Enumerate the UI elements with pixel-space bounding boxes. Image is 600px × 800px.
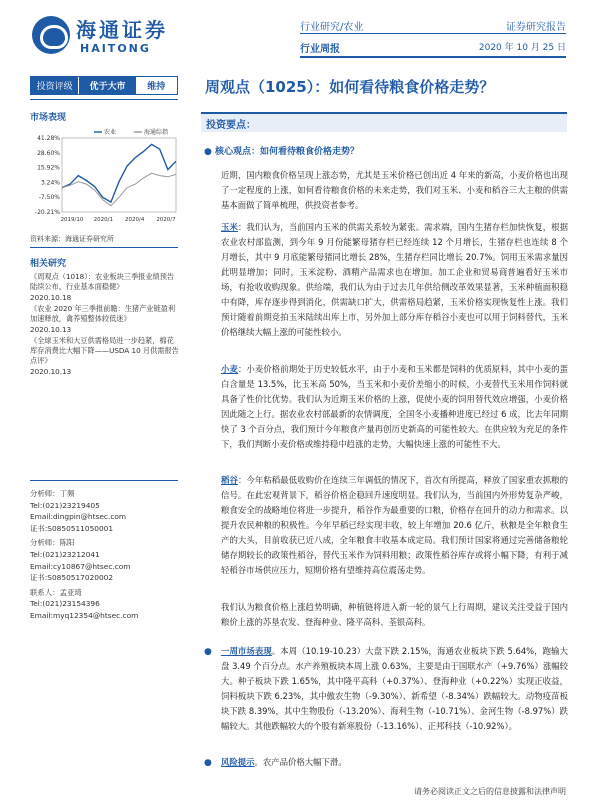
- header-divider-bold: [300, 56, 566, 58]
- report-category: 行业研究/农业: [300, 22, 364, 33]
- paragraph-weekly-market: [221, 644, 568, 734]
- related-item[interactable]: 《全球玉米和大豆供需格局进一步趋紧，棉花库存消费比大幅下降——USDA 10 月供需报告点评》: [30, 336, 179, 365]
- core-view: [204, 144, 359, 157]
- report-date: 2020 年 10 月 25 日: [478, 43, 566, 53]
- analyst-tel: Tel:(021)23219405: [30, 500, 100, 510]
- page-header: [0, 0, 600, 70]
- bullet-icon: ●: [204, 147, 212, 157]
- analyst-email[interactable]: Email:myq12354@htsec.com: [30, 610, 139, 620]
- related-item[interactable]: 《周观点（1018）：农业板块三季报业绩预告陆续公布，行业基本面稳健》: [30, 272, 175, 291]
- y-tick-label: -20.21%: [34, 209, 60, 216]
- core-view-label: 核心观点：如何看待粮食价格走势？: [215, 147, 360, 157]
- paragraph-text: 。农产品价格大幅下滑。: [254, 757, 347, 767]
- logo-chinese-text: 海通证券: [76, 18, 168, 42]
- report-series: 行业周报: [300, 44, 340, 55]
- report-title: 周观点（1025）：如何看待粮食价格走势？: [205, 78, 495, 96]
- market-performance-heading: 市场表现: [30, 113, 67, 123]
- y-tick-label: -7.50%: [38, 194, 60, 202]
- sidebar-divider: [30, 99, 178, 100]
- analyst-card: [30, 537, 180, 583]
- paragraph-text: 我们认为粮食价格上涨趋势明确，种植链将进入新一轮的景气上行周期，建议关注受益于国内粮价上涨的苏垦农发、登海种业、隆平高科、荃银高科。: [221, 602, 568, 627]
- paragraph-text: ：我们认为，当前国内玉米的供需关系较为紧张。需求端，国内生猪存栏加快恢复，根据农业农村部监测，到今年 9 月份能繁母猪存栏已经连续 12 个月增长，生猪存栏也连续 8 个月增长，其中 9 月底能繁母猪同比增长 28%，生猪存栏同比增长 20.7%。饲用玉米需求量因此明显增加；同时，玉米淀粉、酒精产品需求也在增加。加工企业和贸易商普遍看好玉米市场，有抢收收购现象。供给端，我们认为由于过去几年供给侧改革效果显著，玉米种植面积稳中有降，库存逐步得到消化，供需缺口扩大，供需格局趋紧，玉米价格实现恢复性上涨。我们预计随着前期竞拍玉米陆续出库上市，另外加上部分库存稻谷小麦也可以用于饲料替代，玉米价格继续大幅上涨的可能性较小。: [221, 222, 569, 337]
- paragraph-risk: [221, 755, 568, 770]
- related-date: 2020.10.13: [30, 367, 72, 376]
- paragraph-lead: 一周市场表现: [221, 646, 272, 656]
- report-type: 证券研究报告: [506, 22, 566, 33]
- x-tick-label: 2020/1: [93, 217, 114, 223]
- analyst-tel: Tel:(021)23212041: [30, 549, 100, 559]
- x-tick-label: 2020/4: [124, 217, 145, 223]
- y-tick-label: 15.92%: [37, 164, 60, 172]
- market-performance-chart: [30, 126, 180, 230]
- y-tick-label: 28.60%: [37, 149, 60, 157]
- paragraph-text: 。本周（10.19-10.23）大盘下跌 2.15%，海通农业板块下跌 5.64%，跑输大盘 3.49 个百分点。水产养殖板块本周上涨 0.63%，主要是由于国联水产（+9.76%）涨幅较大。种子板块下跌 1.65%，其中隆平高科（+0.37%）、登海种业（+0.22%）实现正收益，饲料板块下跌 6.23%，其中傲农生物（-9.30%）、新希望（-8.34%）跌幅较大。动物疫苗板块下跌 8.39%，其中生物股份（-13.20%）、海利生物（-10.71%）、金河生物（-8.97%）跌幅较大。其他跌幅较大的个股有新寒股份（-13.16%）、正邦科技（-10.92%）。: [221, 646, 568, 731]
- haitong-logo-icon: [32, 16, 70, 54]
- y-tick-label: 3.24%: [40, 179, 60, 187]
- paragraph-corn: [221, 220, 568, 340]
- logo-english-text: HAITONG: [80, 42, 151, 55]
- paragraph-text: ：今年粘稻最低收购价在连续三年调低的情况下，首次有所提高，释放了国家重农抓粮的信号。在此宏观背景下，稻谷价格企稳回升速度明显。我们认为，当前国内外形势复杂严峻，粮食安全的战略地位将进一步提升，稻谷作为最重要的口粮，价格存在回升的动力和需求。以提升农民种粮的积极性。今年早稻已经实现丰收，较上年增加 20.6 亿斤，秋粮是全年粮食生产的大头，目前收获已近八成，全年粮食丰收基本成定局。我们预计国家将通过完善储备粮轮储存期较长的政策性稻谷，替代玉米作为饲料用粮；政策性稻谷库存或将小幅下降，有利于减轻稻谷市场供应压力，短期价格有望维持高位震荡走势。: [221, 475, 569, 575]
- paragraph-text: 近期，国内粮食价格呈现上涨态势，尤其是玉米价格已创出近 4 年来的新高，小麦价格也出现了一定程度的上涨，如何看待粮食价格的未来走势，我们对玉米、小麦和稻谷三大主粮的供需基本面做了简单梳理，供投资者参考。: [221, 170, 568, 210]
- x-tick-label: 2019/10: [60, 217, 84, 223]
- legend-label: 农业: [104, 129, 117, 136]
- analyst-name: 联系人：孟亚琦: [30, 587, 82, 597]
- page-footer: 请务必阅读正文之后的信息披露和法律声明: [414, 787, 566, 796]
- chart-svg: [30, 126, 180, 230]
- key-points-heading: 投资要点：: [206, 120, 256, 131]
- legend-label: 海通综指: [144, 129, 169, 136]
- rating-value: 优于大市: [78, 77, 135, 94]
- investment-rating: [30, 76, 178, 95]
- sidebar-divider: [30, 247, 178, 248]
- analyst-name: 分析师：陈阳: [30, 538, 75, 548]
- paragraph-rice: [221, 473, 568, 578]
- analyst-tel: Tel:(021)23154396: [30, 599, 100, 609]
- related-item[interactable]: 《农业 2020 年三季报前瞻：生猪产业链盈利加速释放，禽养殖整体较低迷》: [30, 304, 176, 323]
- header-divider: [300, 33, 566, 34]
- series-line-0: [62, 144, 176, 202]
- analyst-cert: 证书:S0850517020002: [30, 573, 114, 583]
- chart-source: 资料来源：海通证券研究所: [30, 235, 114, 243]
- paragraph-lead: 小麦: [221, 364, 238, 374]
- sidebar-divider: [30, 480, 178, 481]
- analyst-card: [30, 488, 180, 534]
- rating-label: 投资评级: [31, 77, 78, 94]
- related-date: 2020.10.18: [30, 293, 72, 302]
- paragraph-text: ：小麦价格前期处于历史较低水平，由于小麦和玉米都是饲料的优质原料，其中小麦的蛋白含量是 13.5%，比玉米高 50%，当玉米和小麦价差缩小的时候，小麦替代玉米用作饲料就具备了性价比优势。我们认为近期玉米价格的上涨，促使小麦的饲用替代效应增强，小麦价格因此随之上行。据农业农村部最新的农情调度，全国冬小麦播种进度已经过 6 成，比去年同期快了 3 个百分点，我们预计今年粮食产量再创历史新高的可能性较大。在供应较为充足的条件下，我们判断小麦价格或维持稳中趋涨的走势，大幅快速上涨的可能性不大。: [221, 364, 569, 449]
- analyst-email[interactable]: Email:cy10867@htsec.com: [30, 561, 131, 571]
- analyst-list: [30, 488, 180, 625]
- paragraph-lead: 稻谷: [221, 475, 238, 485]
- related-research-heading: 相关研究: [30, 259, 67, 269]
- paragraph-lead: 玉米: [221, 222, 238, 232]
- analyst-email[interactable]: Email:dingpin@htsec.com: [30, 512, 127, 522]
- related-research-list: [30, 272, 180, 378]
- rating-action: 维持: [147, 82, 166, 92]
- paragraph-conclusion: [221, 600, 568, 630]
- analyst-card: [30, 587, 180, 622]
- bullet-icon: ●: [204, 647, 212, 657]
- paragraph-lead: 风险提示: [221, 757, 255, 767]
- series-line-1: [62, 173, 176, 206]
- analyst-cert: 证书:S0850511050001: [30, 523, 114, 533]
- paragraph-wheat: [221, 362, 568, 452]
- haitong-logo: [32, 14, 172, 60]
- related-date: 2020.10.13: [30, 325, 72, 334]
- bullet-icon: ●: [204, 758, 212, 768]
- x-tick-label: 2020/7: [156, 217, 176, 223]
- analyst-name: 分析师：丁频: [30, 489, 75, 498]
- y-tick-label: 41.28%: [37, 135, 60, 142]
- paragraph-intro: [221, 168, 568, 213]
